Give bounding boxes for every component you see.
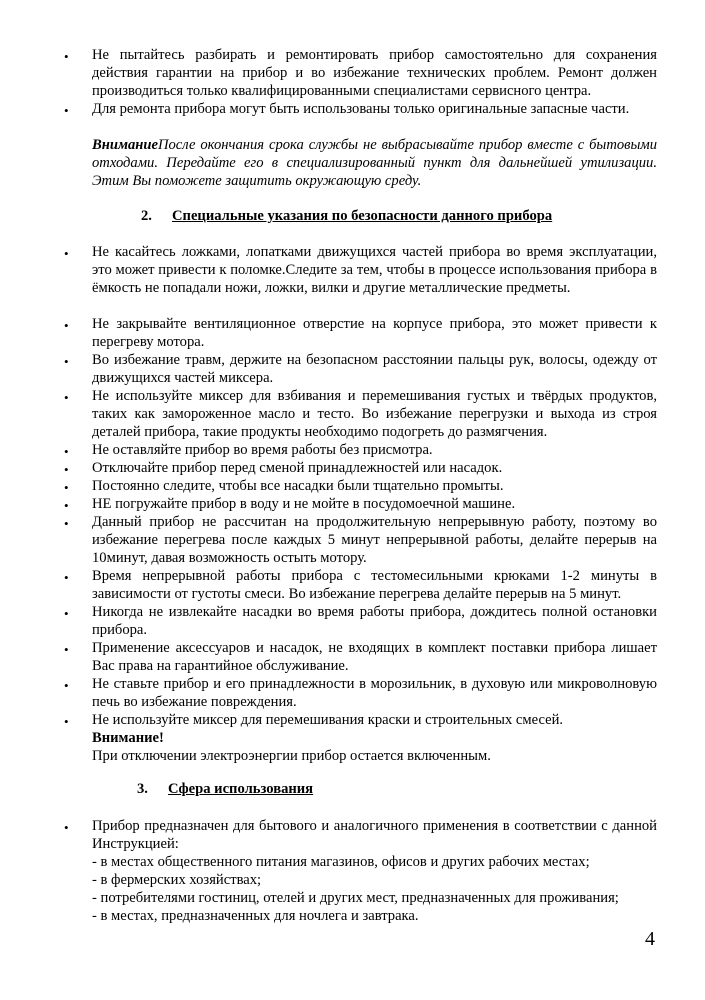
- list-item: Время непрерывной работы прибора с тестомесильными крюками 1-2 минуты в зависимости от густоты смеси. Во избежание перегрева делайте перерыв на 5 минут.: [92, 568, 657, 602]
- list-item: Данный прибор не рассчитан на продолжительную непрерывную работу, поэтому во избежание перегрева после каждых 5 минут непрерывной работы, делайте перерыв на 10минут, давая возможность остыть мотору.: [92, 514, 657, 566]
- bullet-icon: •: [64, 516, 69, 531]
- bullet-icon: •: [64, 318, 69, 333]
- usage-item: - потребителями гостиниц, отелей и других мест, предназначенных для проживания;: [92, 890, 619, 906]
- bullet-icon: •: [64, 246, 69, 261]
- page-number: 4: [645, 928, 655, 950]
- usage-item: - в фермерских хозяйствах;: [92, 872, 262, 888]
- usage-item: - в местах общественного питания магазинов, офисов и других рабочих местах;: [92, 854, 590, 870]
- bullet-icon: •: [64, 390, 69, 405]
- list-item: Не оставляйте прибор во время работы без присмотра.: [92, 442, 433, 458]
- bullet-icon: •: [64, 606, 69, 621]
- bullet-icon: •: [64, 820, 69, 835]
- list-item: НЕ погружайте прибор в воду и не мойте в посудомоечной машине.: [92, 496, 516, 512]
- list-item: Не касайтесь ложками, лопатками движущихся частей прибора во время эксплуатации, это может привести к поломке.Следите за тем, чтобы в процессе использования прибора в ёмкость не попадали ножи, ложки, вилки и другие металлические предметы.: [92, 244, 657, 296]
- list-item: Во избежание травм, держите на безопасном расстоянии пальцы рук, волосы, одежду от движущихся частей миксера.: [92, 352, 657, 386]
- list-item: Применение аксессуаров и насадок, не входящих в комплект поставки прибора лишает Вас права на гарантийное обслуживание.: [92, 640, 657, 674]
- attention-text: После окончания срока службы не выбрасывайте прибор вместе с бытовыми отходами. Передайте его в специализированный пункт для дальнейшей утилизации. Этим Вы поможете защитить окружающую среду.: [92, 137, 657, 189]
- bullet-icon: •: [64, 103, 69, 118]
- section-2-heading: [141, 207, 621, 225]
- list-item: Не ставьте прибор и его принадлежности в морозильник, в духовую или микроволновую печь во избежание повреждения.: [92, 676, 657, 710]
- list-item: Не используйте миксер для перемешивания краски и строительных смесей.: [92, 712, 564, 728]
- bullet-icon: •: [64, 570, 69, 585]
- bullet-icon: •: [64, 714, 69, 729]
- section-3-heading: [137, 780, 437, 798]
- list-item: Постоянно следите, чтобы все насадки были тщательно промыты.: [92, 478, 504, 494]
- section-3-number: 3.: [137, 781, 148, 797]
- bullet-icon: •: [64, 642, 69, 657]
- list-item: Не используйте миксер для взбивания и перемешивания густых и твёрдых продуктов, таких как замороженное масло и тесто. Во избежание перегрузки и выхода из строя деталей прибора, такие продукты необходимо подогреть до размягчения.: [92, 388, 657, 440]
- warning-title: Внимание!: [92, 730, 164, 746]
- list-item: Отключайте прибор перед сменой принадлежностей или насадок.: [92, 460, 503, 476]
- bullet-icon: •: [64, 49, 69, 64]
- list-item: Никогда не извлекайте насадки во время работы прибора, дождитесь полной остановки прибора.: [92, 604, 657, 638]
- section-2-title: Специальные указания по безопасности данного прибора: [172, 208, 553, 224]
- list-item: Не закрывайте вентиляционное отверстие на корпусе прибора, это может привести к перегреву мотора.: [92, 316, 657, 350]
- usage-item: - в местах, предназначенных для ночлега и завтрака.: [92, 908, 419, 924]
- attention-word: Внимание: [92, 137, 158, 153]
- bullet-icon: •: [64, 480, 69, 495]
- paragraph-original-parts: Для ремонта прибора могут быть использованы только оригинальные запасные части.: [92, 101, 630, 117]
- bullet-icon: •: [64, 498, 69, 513]
- bullet-icon: •: [64, 444, 69, 459]
- attention-paragraph: [92, 136, 657, 190]
- bullet-icon: •: [64, 354, 69, 369]
- bullet-icon: •: [64, 678, 69, 693]
- section-2-number: 2.: [141, 208, 152, 224]
- paragraph-repair-warning: Не пытайтесь разбирать и ремонтировать прибор самостоятельно для сохранения действия гарантии на прибор и во избежание технических проблем. Ремонт должен производиться только квалифицированными специалистами сервисного центра.: [92, 47, 657, 99]
- bullet-icon: •: [64, 462, 69, 477]
- list-item: Прибор предназначен для бытового и аналогичного применения в соответствии с данной Инструкцией:: [92, 818, 657, 852]
- warning-text: При отключении электроэнергии прибор остается включенным.: [92, 748, 491, 764]
- section-3-title: Сфера использования: [168, 781, 314, 797]
